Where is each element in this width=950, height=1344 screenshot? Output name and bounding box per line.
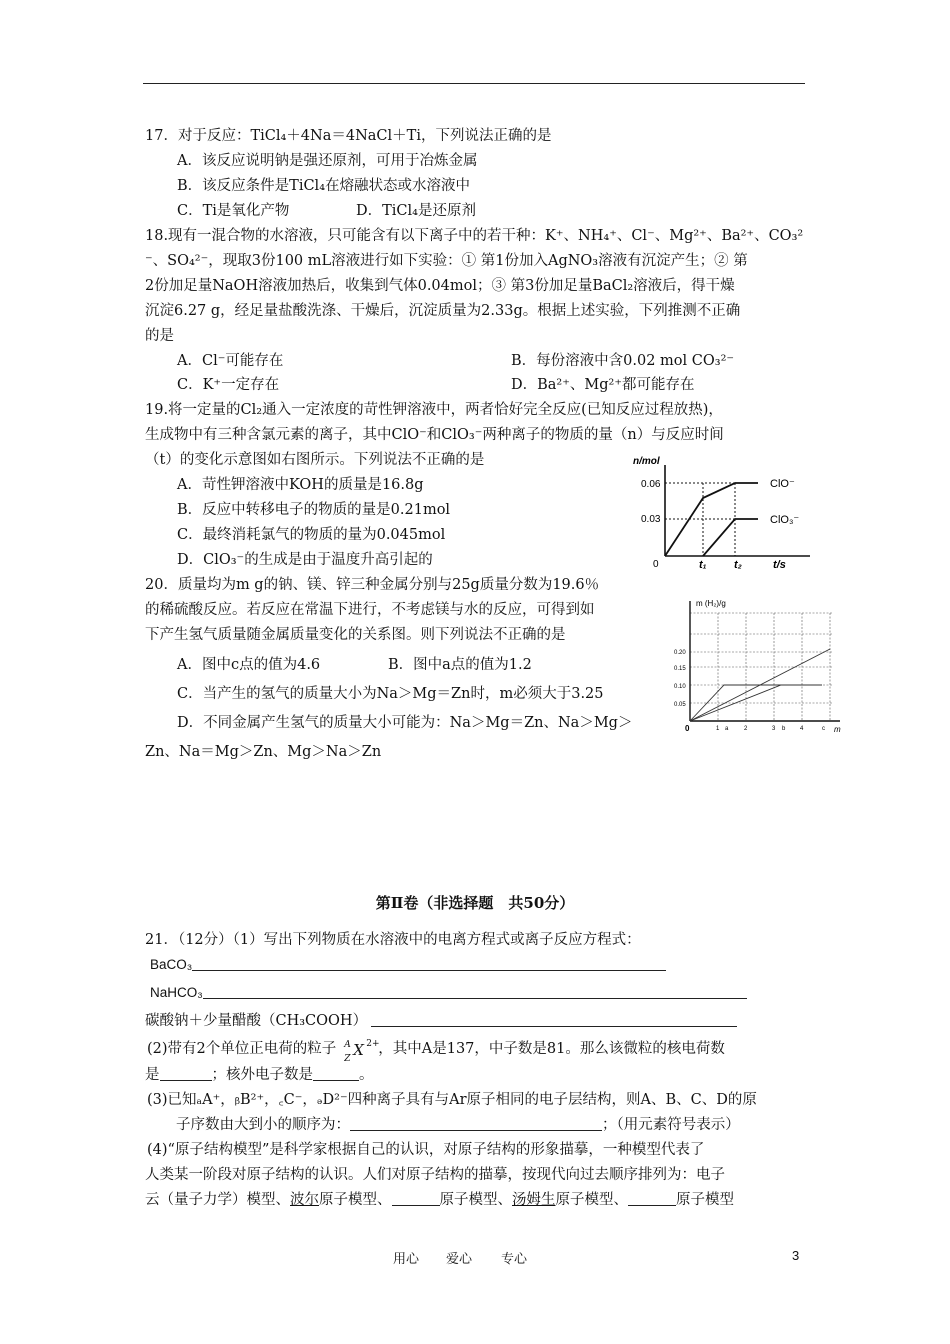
q18-line-3: 2份加足量NaOH溶液加热后，收集到气体0.04mol；③ 第3份加足量BaCl₂溶液后，得干燥 [145,278,735,294]
q19-option-a: A．苛性钾溶液中KOH的质量是16.8g [177,477,424,493]
q19-label-clo: ClO⁻ [770,478,795,490]
q19-xlabel: t/s [773,559,786,571]
q21-p2-c: 。 [359,1067,374,1083]
q21-p4-thomson: 汤姆生 [512,1192,556,1208]
q19-option-b: B．反应中转移电子的物质的量是0.21mol [177,502,451,518]
q20-xtick-3: 3 [772,726,776,732]
q21-nahco3-answer-blank[interactable] [203,983,747,999]
q20-ylabel: m (H₂)/g [696,599,726,608]
q20-grid [690,613,832,721]
q21-nuclide-mass: A [344,1040,351,1050]
q17-option-c: C．Ti是氧化产物 [177,203,290,219]
q21-p2-after: ，其中A是137，中子数是81。那么该微粒的核电荷数 [378,1041,725,1057]
q21-p2-line-2 [145,1065,374,1085]
q18-option-b: B．每份溶液中含0.02 mol CO₃²⁻ [511,353,735,369]
q18-option-d: D．Ba²⁺、Mg²⁺都可能存在 [511,377,695,393]
q18-option-a: A．Cl⁻可能存在 [177,353,284,369]
q21-baco3-label: BaCO₃ [150,957,193,972]
q21-p4-line-3 [145,1190,734,1210]
q21-nahco3-row [150,983,747,1003]
q21-baco3-answer-blank[interactable] [192,955,666,971]
q19-xtick-t1: t₁ [699,559,707,571]
q21-baco3-row [150,955,666,975]
q21-na2co3-row [145,1011,737,1031]
q21-na2co3-label: 碳酸钠＋少量醋酸（CH₃COOH） [145,1013,368,1029]
q20-xtick-2: 2 [744,726,748,732]
q19-xtick-t2: t₂ [734,559,742,571]
q21-p2-a: 是 [145,1067,160,1083]
q20-option-d-line-1: D．不同金属产生氢气的质量大小可能为：Na＞Mg＝Zn、Na＞Mg＞ [177,715,633,731]
q21-p2-before: (2)带有2个单位正电荷的粒子 [147,1041,337,1057]
q17-option-d: D．TiCl₄是还原剂 [356,203,476,219]
q20-option-b: B．图中a点的值为1.2 [388,657,532,673]
q21-order-blank[interactable] [350,1115,602,1131]
q20-origin: 0 [685,724,690,733]
q18-line-4: 沉淀6.27 g，经足量盐酸洗涤、干燥后，沉淀质量为2.33g。根据上述实验，下列推测不正确 [145,303,741,319]
q19-ytick-006: 0.06 [641,479,661,490]
q21-p4-bohr: 波尔 [290,1192,319,1208]
q21-p4-d: 原子模型、 [555,1192,628,1208]
q17-stem: 17．对于反应：TiCl₄＋4Na＝4NaCl＋Ti，下列说法正确的是 [145,128,552,144]
q21-p4-line-2: 人类某一阶段对原子结构的认识。人们对原子结构的描摹，按现代向过去顺序排列为：电子 [145,1167,725,1183]
q20-xtick-c: c [822,726,825,732]
q20-ytick-010: 0.10 [674,684,686,690]
page-number: 3 [792,1248,800,1263]
q17-option-a: A．该反应说明钠是强还原剂，可用于冶炼金属 [177,153,478,169]
q19-ylabel: n/mol [633,456,660,467]
q21-model-blank-1[interactable] [392,1190,440,1206]
q21-p3-b: ；（用元素符号表示） [602,1117,740,1133]
q17-option-b: B．该反应条件是TiCl₄在熔融状态或水溶液中 [177,178,471,194]
q21-p4-e: 原子模型 [676,1192,734,1208]
q20-line-1 [145,575,599,595]
q20-line-2: 的稀硫酸反应。若反应在常温下进行，不考虑镁与水的反应，可得到如 [145,602,595,618]
q21-p2-line-1 [147,1039,725,1064]
q20-ytick-015: 0.15 [674,666,686,672]
q19-series-clo3 [703,519,758,556]
header-rule [143,83,805,84]
q20-line-1-text: 20．质量均为m g的钠、镁、锌三种金属分别与25g质量分数为19.6％ [145,577,600,593]
q20-xtick-a: a [725,726,729,732]
q21-p4-line-1: (4)“原子结构模型”是科学家根据自己的认识，对原子结构的形象描摹，一种模型代表了 [147,1142,705,1158]
q20-xtick-b: b [782,726,786,732]
q21-model-blank-2[interactable] [628,1190,676,1206]
q20-option-a: A．图中c点的值为4.6 [177,657,321,673]
section-2-title: 第Ⅱ卷（非选择题 共50分） [375,894,575,912]
q21-p3-line-1: (3)已知ₐA⁺，ᵦB²⁺，꜀C⁻，ₔD²⁻四种离子具有与Ar原子相同的电子层结构，则A、B、C、D的原 [147,1092,757,1108]
q20-ytick-020: 0.20 [674,650,686,656]
q18-line-5: 的是 [145,328,174,344]
q21-p3-a: 子序数由大到小的顺序为： [176,1117,350,1133]
q19-option-d: D．ClO₃⁻的生成是由于温度升高引起的 [177,552,433,568]
q21-p4-a: 云（量子力学）模型、 [145,1192,290,1208]
q19-origin: 0 [653,559,659,570]
footer-text-1: 用心 [393,1252,420,1267]
q20-option-c: C．当产生的氢气的质量大小为Na＞Mg＝Zn时，m必须大于3.25 [177,686,604,702]
q19-line-3: （t）的变化示意图如右图所示。下列说法不正确的是 [145,452,485,468]
q20-xtick-4: 4 [800,726,804,732]
q18-line-2: ⁻、SO₄²⁻，现取3份100 mL溶液进行如下实验：① 第1份加入AgNO₃溶液有沉淀产生；② 第 [145,253,748,269]
footer-text-2: 爱心 [446,1252,473,1267]
q19-option-c: C．最终消耗氯气的物质的量为0.045mol [177,527,446,543]
q20-xlabel: m [834,725,841,734]
q18-option-c: C．K⁺一定存在 [177,377,280,393]
q20-ytick-005: 0.05 [674,702,686,708]
q21-nuclide-charge: 2+ [366,1039,380,1049]
q21-nuclide-symbol: X [353,1041,364,1059]
q21-p3-line-2 [176,1115,740,1135]
q21-charge-blank[interactable] [160,1065,212,1081]
q19-line-1: 19.将一定量的Cl₂通入一定浓度的苛性钾溶液中，两者恰好完全反应(已知反应过程放热)， [145,402,723,418]
q20-option-d-line-2: Zn、Na＝Mg＞Zn、Mg＞Na＞Zn [145,744,382,760]
q21-p2-b: ；核外电子数是 [211,1067,313,1083]
q21-p4-c: 原子模型、 [439,1192,512,1208]
q21-nuclide [336,1039,380,1064]
q21-p4-b: 原子模型、 [319,1192,392,1208]
q19-line-2: 生成物中有三种含氯元素的离子，其中ClO⁻和ClO₃⁻两种离子的物质的量（n）与反应时间 [145,427,724,443]
q21-electron-blank[interactable] [313,1065,359,1081]
q19-chart [625,455,820,575]
q21-nahco3-label: NaHCO₃ [150,985,203,1000]
q20-line-3: 下产生氢气质量随金属质量变化的关系图。则下列说法不正确的是 [145,627,566,643]
q21-line-1: 21．（12分）（1）写出下列物质在水溶液中的电离方程式或离子反应方程式： [145,932,641,948]
q20-chart [672,595,847,740]
q20-xtick-1: 1 [716,726,720,732]
q19-ytick-003: 0.03 [641,514,661,525]
footer-text-3: 专心 [501,1252,528,1267]
q21-na2co3-answer-blank[interactable] [371,1011,737,1027]
q19-label-clo3: ClO₃⁻ [770,514,800,526]
q21-nuclide-number: Z [344,1054,351,1064]
q18-line-1: 18.现有一混合物的水溶液，只可能含有以下离子中的若干种：K⁺、NH₄⁺、Cl⁻、Mg²⁺、Ba²⁺、CO₃² [145,228,804,244]
